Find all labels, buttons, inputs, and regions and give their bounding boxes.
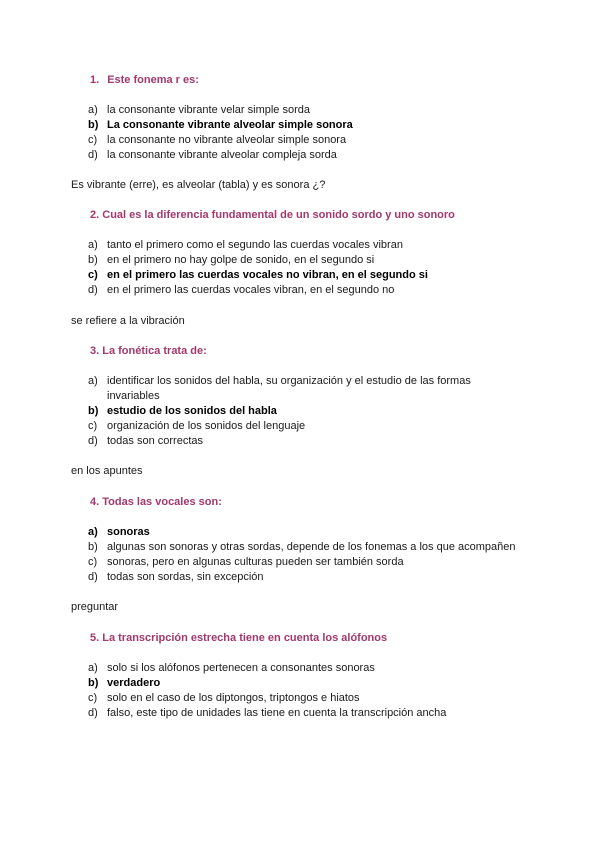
question-1-title bbox=[90, 73, 199, 87]
question-text: La transcripción estrecha tiene en cuenta los alófonos bbox=[102, 632, 388, 644]
option-letter: b) bbox=[88, 541, 98, 553]
option-correct bbox=[88, 404, 548, 419]
question-text: Todas las vocales son: bbox=[102, 496, 222, 508]
option bbox=[88, 238, 548, 253]
option bbox=[88, 555, 548, 570]
question-1-options bbox=[88, 103, 548, 163]
option-text: falso, este tipo de unidades las tiene en cuenta la transcripción ancha bbox=[107, 707, 447, 719]
option-text: solo si los alófonos pertenecen a consonantes sonoras bbox=[107, 662, 375, 674]
question-5-options bbox=[88, 661, 548, 721]
option-text: la consonante no vibrante alveolar simple sonora bbox=[107, 134, 347, 146]
option-letter: a) bbox=[88, 526, 98, 538]
option bbox=[88, 133, 548, 148]
option-text: solo en el caso de los diptongos, triptongos e hiatos bbox=[107, 692, 360, 704]
question-2-title bbox=[90, 208, 455, 222]
option bbox=[88, 706, 548, 721]
option-correct bbox=[88, 118, 548, 133]
option-letter: b) bbox=[88, 405, 99, 417]
option bbox=[88, 103, 548, 118]
option bbox=[88, 253, 548, 268]
question-4-note: preguntar bbox=[71, 601, 119, 613]
option-letter: a) bbox=[88, 104, 98, 116]
option-letter: c) bbox=[88, 134, 98, 146]
option-text: todas son correctas bbox=[107, 435, 203, 447]
question-text: Cual es la diferencia fundamental de un sonido sordo y uno sonoro bbox=[102, 209, 455, 221]
option-letter: d) bbox=[88, 707, 98, 719]
option-text: identificar los sonidos del habla, su organización y el estudio de las formas invariables bbox=[107, 375, 471, 402]
option bbox=[88, 570, 548, 585]
option-text: algunas son sonoras y otras sordas, depende de los fonemas a los que acompañen bbox=[107, 541, 516, 553]
question-number: 5. bbox=[90, 632, 100, 644]
option bbox=[88, 540, 548, 555]
question-4-title bbox=[90, 495, 222, 509]
option-text: estudio de los sonidos del habla bbox=[107, 405, 277, 417]
option-letter: c) bbox=[88, 269, 98, 281]
question-number: 4. bbox=[90, 496, 100, 508]
question-2-options bbox=[88, 238, 548, 298]
option-text: en el primero no hay golpe de sonido, en el segundo si bbox=[107, 254, 375, 266]
question-number: 1. bbox=[90, 74, 100, 86]
option bbox=[88, 374, 548, 404]
question-1-note: Es vibrante (erre), es alveolar (tabla) y es sonora ¿? bbox=[71, 179, 326, 191]
option bbox=[88, 661, 548, 676]
question-3-title bbox=[90, 344, 207, 358]
option bbox=[88, 283, 548, 298]
option-letter: c) bbox=[88, 556, 98, 568]
question-3-note: en los apuntes bbox=[71, 465, 143, 477]
option bbox=[88, 434, 548, 449]
question-3-options bbox=[88, 374, 548, 449]
option-letter: d) bbox=[88, 571, 98, 583]
option-text: sonoras bbox=[107, 526, 150, 538]
question-text: Este fonema r es: bbox=[107, 74, 199, 86]
option bbox=[88, 419, 548, 434]
option-letter: a) bbox=[88, 239, 98, 251]
question-number: 3. bbox=[90, 345, 100, 357]
option-letter: b) bbox=[88, 677, 99, 689]
option-text: en el primero las cuerdas vocales no vibran, en el segundo si bbox=[107, 269, 428, 281]
option-letter: a) bbox=[88, 662, 98, 674]
option-letter: a) bbox=[88, 375, 98, 387]
option-letter: c) bbox=[88, 420, 98, 432]
question-4-options bbox=[88, 525, 548, 585]
option-text: organización de los sonidos del lenguaje bbox=[107, 420, 306, 432]
option-text: la consonante vibrante velar simple sorda bbox=[107, 104, 311, 116]
option-text: la consonante vibrante alveolar compleja sorda bbox=[107, 149, 337, 161]
question-2-note: se refiere a la vibración bbox=[71, 315, 185, 327]
option-correct bbox=[88, 525, 548, 540]
question-number: 2. bbox=[90, 209, 100, 221]
option-text: tanto el primero como el segundo las cuerdas vocales vibran bbox=[107, 239, 403, 251]
question-5-title bbox=[90, 631, 387, 645]
option-letter: d) bbox=[88, 435, 98, 447]
option-letter: d) bbox=[88, 149, 98, 161]
option-correct bbox=[88, 676, 548, 691]
option-letter: b) bbox=[88, 119, 99, 131]
option-text: La consonante vibrante alveolar simple sonora bbox=[107, 119, 353, 131]
option bbox=[88, 691, 548, 706]
option-correct bbox=[88, 268, 548, 283]
option-letter: c) bbox=[88, 692, 98, 704]
option-text: verdadero bbox=[107, 677, 161, 689]
option bbox=[88, 148, 548, 163]
option-text: sonoras, pero en algunas culturas pueden ser también sorda bbox=[107, 556, 404, 568]
option-text: en el primero las cuerdas vocales vibran, en el segundo no bbox=[107, 284, 395, 296]
option-letter: d) bbox=[88, 284, 98, 296]
question-text: La fonética trata de: bbox=[102, 345, 207, 357]
option-text: todas son sordas, sin excepción bbox=[107, 571, 264, 583]
option-letter: b) bbox=[88, 254, 98, 266]
